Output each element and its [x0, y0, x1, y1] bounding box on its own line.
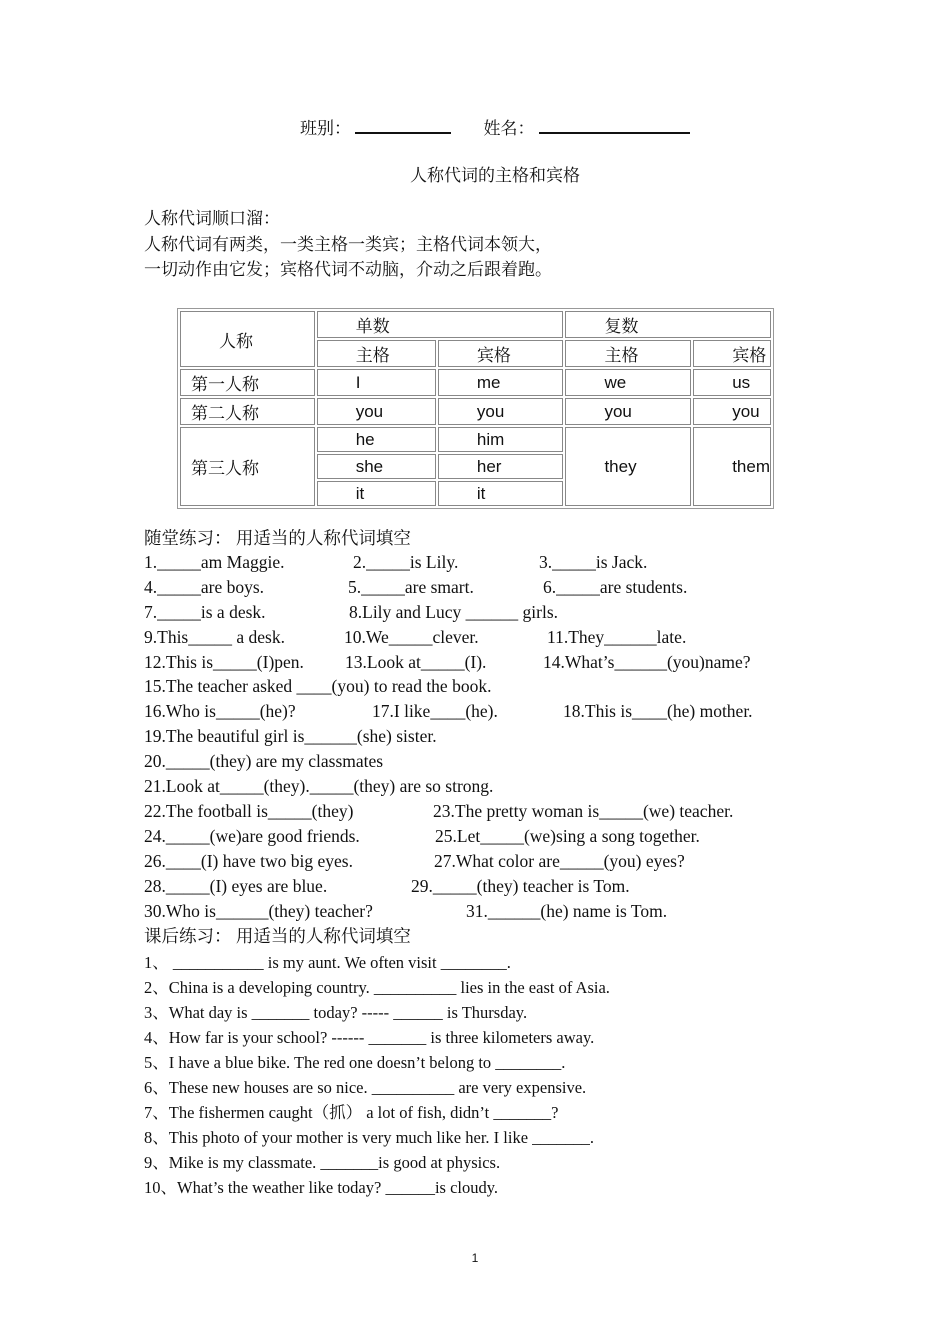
exercise-item: 27.What color are_____(you) eyes? [434, 851, 685, 871]
table-cell: I [317, 369, 436, 396]
exercise-item: 15.The teacher asked ____(you) to read the book. [144, 676, 492, 696]
table-row [180, 369, 771, 396]
rhyme-line-1: 人称代词有两类，一类主格一类宾；主格代词本领大， [144, 235, 552, 254]
pronoun-table [177, 308, 774, 509]
exercise-item: 24._____(we)are good friends. [144, 826, 360, 846]
table-cell: he [317, 427, 436, 452]
practice1-heading: 随堂练习： 用适当的人称代词填空 [144, 528, 411, 548]
exercise-item: 22.The football is_____(they) [144, 801, 354, 821]
exercise-item: 2._____is Lily. [353, 552, 459, 572]
exercise-item: 3._____is Jack. [539, 552, 648, 572]
table-header-subject: 主格 [317, 340, 436, 367]
table-cell: us [693, 369, 771, 396]
page-number: 1 [471, 1251, 479, 1265]
exercise-item: 26.____(I) have two big eyes. [144, 851, 353, 871]
row-label-third: 第三人称 [180, 427, 315, 506]
exercise-item: 29._____(they) teacher is Tom. [411, 876, 630, 896]
table-header-object: 宾格 [693, 340, 771, 367]
exercise-item: 31.______(he) name is Tom. [466, 901, 668, 921]
exercise-item: 16.Who is_____(he)? [144, 701, 296, 721]
exercise-item: 20._____(they) are my classmates [144, 751, 384, 771]
exercise-item: 14.What’s______(you)name? [543, 652, 751, 672]
exercise-item: 30.Who is______(they) teacher? [144, 901, 373, 921]
rhyme-line-2: 一切动作由它发；宾格代词不动脑，介动之后跟着跑。 [144, 260, 552, 279]
exercise-item: 7._____is a desk. [144, 602, 266, 622]
exercise-item: 23.The pretty woman is_____(we) teacher. [433, 801, 734, 821]
class-blank[interactable] [355, 114, 451, 134]
header-line [300, 114, 690, 139]
table-cell: him [438, 427, 564, 452]
row-label-second: 第二人称 [180, 398, 315, 425]
table-cell: you [438, 398, 564, 425]
table-row [180, 398, 771, 425]
exercise-item: 17.I like____(he). [372, 701, 498, 721]
exercise-item: 5._____are smart. [348, 577, 474, 597]
homework-item: 2、China is a developing country. __________ lies in the east of Asia. [144, 978, 610, 997]
table-cell: her [438, 454, 564, 479]
exercise-item: 13.Look at_____(I). [345, 652, 487, 672]
practice2-heading: 课后练习： 用适当的人称代词填空 [144, 926, 411, 946]
homework-item: 5、I have a blue bike. The red one doesn’t belong to ________. [144, 1053, 566, 1072]
rhyme-heading: 人称代词顺口溜： [144, 209, 280, 228]
table-cell: me [438, 369, 564, 396]
homework-item: 9、Mike is my classmate. _______is good at physics. [144, 1153, 501, 1172]
table-cell: them [693, 427, 771, 506]
name-blank[interactable] [539, 114, 690, 134]
homework-item: 3、What day is _______ today? ----- ______ is Thursday. [144, 1003, 528, 1022]
table-header-singular: 单数 [317, 311, 564, 338]
class-label: 班别： [300, 119, 351, 138]
table-header-person: 人称 [180, 311, 315, 367]
homework-item: 4、How far is your school? ------ _______ is three kilometers away. [144, 1028, 595, 1047]
table-row [180, 427, 771, 452]
exercise-item: 1._____am Maggie. [144, 552, 285, 572]
homework-item: 8、This photo of your mother is very much like her. I like _______. [144, 1128, 595, 1147]
row-label-first: 第一人称 [180, 369, 315, 396]
table-cell: we [565, 369, 691, 396]
homework-item: 1、 ___________ is my aunt. We often visit ________. [144, 953, 511, 972]
table-cell: they [565, 427, 691, 506]
exercise-item: 18.This is____(he) mother. [563, 701, 753, 721]
homework-item: 6、These new houses are so nice. __________ are very expensive. [144, 1078, 587, 1097]
table-cell: it [438, 481, 564, 506]
table-cell: she [317, 454, 436, 479]
exercise-item: 12.This is_____(I)pen. [144, 652, 304, 672]
table-cell: it [317, 481, 436, 506]
homework-item: 10、What’s the weather like today? ______is cloudy. [144, 1178, 499, 1197]
name-label: 姓名： [483, 119, 535, 138]
exercise-item: 19.The beautiful girl is______(she) sister. [144, 726, 437, 746]
table-header-subject: 主格 [565, 340, 691, 367]
exercise-item: 21.Look at_____(they)._____(they) are so strong. [144, 776, 494, 796]
exercise-item: 11.They______late. [547, 627, 687, 647]
table-row [180, 311, 771, 338]
exercise-item: 9.This_____ a desk. [144, 627, 285, 647]
table-header-plural: 复数 [565, 311, 771, 338]
table-header-object: 宾格 [438, 340, 564, 367]
exercise-item: 4._____are boys. [144, 577, 265, 597]
exercise-item: 8.Lily and Lucy ______ girls. [349, 602, 559, 622]
table-cell: you [317, 398, 436, 425]
exercise-item: 6._____are students. [543, 577, 688, 597]
exercise-item: 28._____(I) eyes are blue. [144, 876, 328, 896]
homework-item: 7、The fishermen caught（抓） a lot of fish, didn’t _______? [144, 1103, 559, 1122]
exercise-item: 25.Let_____(we)sing a song together. [435, 826, 700, 846]
table-cell: you [693, 398, 771, 425]
exercise-item: 10.We_____clever. [344, 627, 479, 647]
table-cell: you [565, 398, 691, 425]
page-title: 人称代词的主格和宾格 [410, 166, 580, 185]
